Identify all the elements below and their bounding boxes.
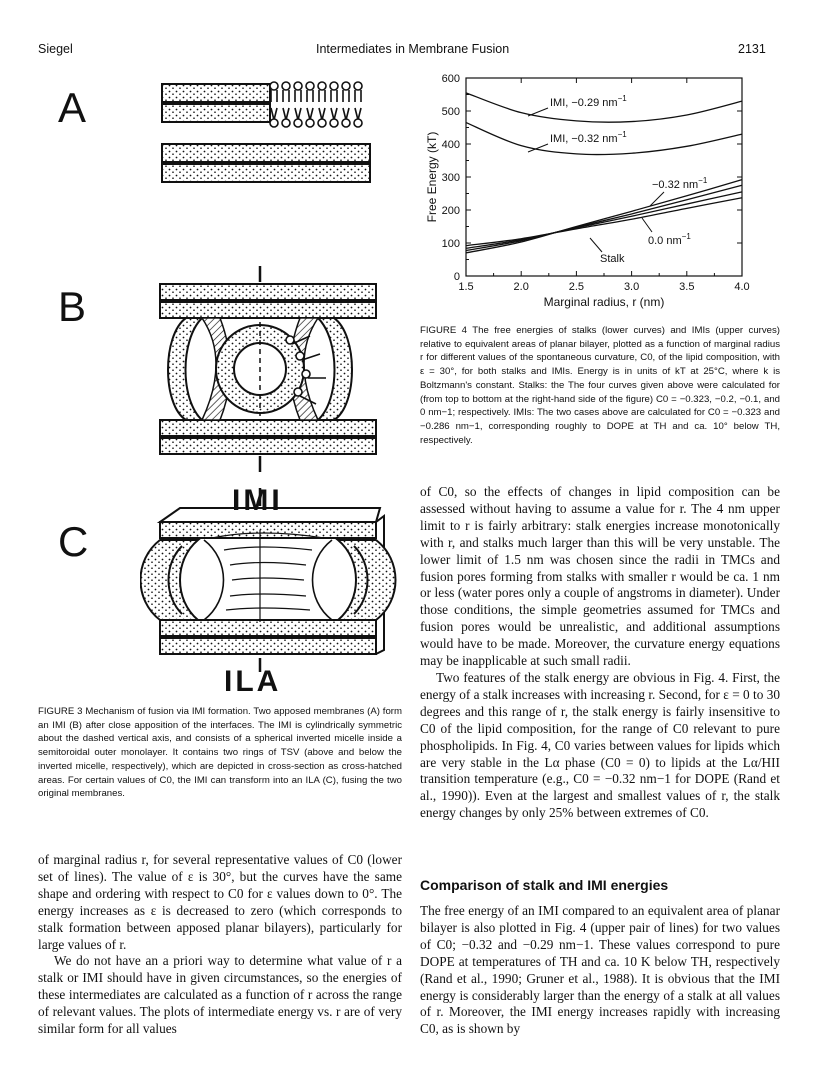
annotation-imi-032: IMI, −0.32 $nm^{-1}$: [550, 130, 627, 145]
y-tick-label: 400: [441, 139, 460, 151]
annotation-stalk-bottom: 0.0 $nm^{-1}$: [648, 232, 691, 247]
annotation-stalk-arrow: [590, 238, 602, 252]
paragraph-right-3: The free energy of an IMI compared to an equivalent area of planar bilayer is also plotted in Fig. 4 (upper pair of lines) for two values of C0; −0.32 and −0.29 nm−1. These values correspond to pure DOPE at temperatures of TH and ca. 10 K below TH, respectively (Rand et al., 1990; Gruner et al., 1988). It is obvious that the IMI energy is considerably larger than the energy of a stalk at all values of r. Moreover, the IMI energy increases rapidly with increasing C0, as is shown by: [420, 903, 780, 1037]
y-tick-label: 600: [441, 73, 460, 85]
panel-b-imi: [160, 266, 376, 472]
x-tick-label: 2.5: [568, 281, 585, 293]
annotation-stalk: Stalk: [600, 253, 625, 265]
page-number: 2131: [738, 42, 766, 56]
panel-letter-a: A: [58, 84, 87, 131]
x-tick-label: 2.0: [513, 281, 529, 293]
annotation-stalk-top: −0.32 $nm^{-1}$: [652, 176, 708, 191]
panel-a-membranes: [162, 82, 370, 182]
right-column-body-2: [420, 903, 780, 1038]
figure4-chart: [420, 68, 780, 318]
y-tick-label: 200: [441, 205, 460, 217]
panel-letter-b: B: [58, 283, 87, 330]
x-tick-label: 3.0: [623, 281, 640, 293]
annotation-imi-029: IMI, −0.29 $nm^{-1}$: [550, 94, 627, 109]
figure3-label-imi: IMI: [232, 484, 283, 517]
running-head-author: Siegel: [38, 42, 73, 56]
running-head-title: Intermediates in Membrane Fusion: [316, 42, 510, 56]
y-tick-label: 0: [453, 271, 460, 283]
right-column-body: [420, 484, 780, 822]
figure4-caption: FIGURE 4 The free energies of stalks (lower curves) and IMIs (upper curves) relative to equivalent areas of planar bilayer, plotted as a function of marginal radius r for different values of the spontaneous curvature, C0, of the lipid composition, with ε = 30°, for both stalks and IMIs. Energy is in units of kT at 25°C, where k is Boltzmann's constant. Stalks: the The four curves given above were calculated for (from top to bottom at the right-hand side of the figure) C0 = −0.323, −0.2, −0.1, and 0 nm−1; respectively. IMIs: The two cases above are calculated for C0 = −0.323 and −0.286 nm−1, corresponding roughly to DOPE at TH and ca. 10° below TH, respectively.: [420, 325, 780, 446]
section-heading: Comparison of stalk and IMI energies: [420, 877, 669, 893]
y-tick-label: 300: [441, 172, 460, 184]
annotation-imi-029-arrow: [528, 108, 548, 116]
paragraph-right-2: Two features of the stalk energy are obvious in Fig. 4. First, the energy of a stalk increases with increasing r. Second, for ε = 0 to 30 degrees and this range of r, the stalk energy is fairly insensitive to C0 of the lipid composition, for the range of C0 relevant to pure phospholipids. In Fig. 4, C0 varies between values for lipids which are very stable in the Lα phase (C0 = 0) to lipids at the Lα/HII transition temperature (e.g., C0 = −0.32 nm−1 for DOPE (Rand et al., 1990)). Even at the largest and smallest values of r, the stalk energy changes by only 25% between extremes of C0.: [420, 669, 780, 821]
figure3-caption: FIGURE 3 Mechanism of fusion via IMI formation. Two apposed membranes (A) form an IMI (B) after close apposition of the interfaces. The IMI is cylindrically symmetric about the dashed vertical axis, and consists of a spherical inverted micelle inside a semitoroidal outer monolayer. It contains two rings of TSV (above and below the inverted micelle, respectively), which are depicted in cross-section as cross-hatched areas. For certain values of C0, the IMI can transform into an ILA (C), fusing the two original membranes.: [38, 706, 402, 800]
x-axis-label: Marginal radius, r (nm): [543, 295, 665, 309]
annotation-stalk-bottom-arrow: [642, 218, 652, 232]
paragraph-left-2: We do not have an a priori way to determine what value of r a stalk or IMI should have in given circumstances, so the energies of these intermediates are calculated as a function of r across the range of relevant values. The plots of intermediate energy vs. r are of very similar form for all values: [38, 953, 402, 1037]
x-tick-label: 1.5: [458, 281, 474, 293]
figure3-label-ila: ILA: [224, 665, 282, 698]
paragraph-right-1: of C0, so the effects of changes in lipid composition can be assessed without having to assume a value for r. The 4 nm upper limit to r is fairly arbitrary: stalk energies increase monotonically with r, and stalks much larger than this will be very unstable. The lower limit of 1.5 nm was chosen since the radii in TMCs and fusion pores forming from stalks with smaller r would be ca. 1 nm or less (water pores only a couple of angstroms in diameter). Under those conditions, the simple geometries assumed for TMCs and fusion pores would be unrealistic, and additional assumptions would have to be made. Moreover, the curvature energy equations may be inapplicable at such small radii.: [420, 484, 780, 669]
y-tick-label: 100: [441, 238, 460, 250]
x-tick-label: 3.5: [679, 281, 695, 293]
left-column-body: [38, 852, 402, 1038]
y-axis-label: Free Energy (kT): [425, 131, 439, 223]
panel-letter-c: C: [58, 518, 89, 565]
x-tick-label: 4.0: [734, 281, 750, 293]
paragraph-left-1: of marginal radius r, for several representative values of C0 (lower set of lines). The value of ε is 30°, but the curves have the same shape and ordering with respect to C0 for ε values down to 0°. The energy increases as ε is decreased to zero (which corresponds to stalk formation between apposed planar bilayers), particularly for large values of r.: [38, 852, 402, 952]
figure3-illustration: [140, 60, 400, 700]
y-tick-label: 500: [441, 106, 460, 118]
